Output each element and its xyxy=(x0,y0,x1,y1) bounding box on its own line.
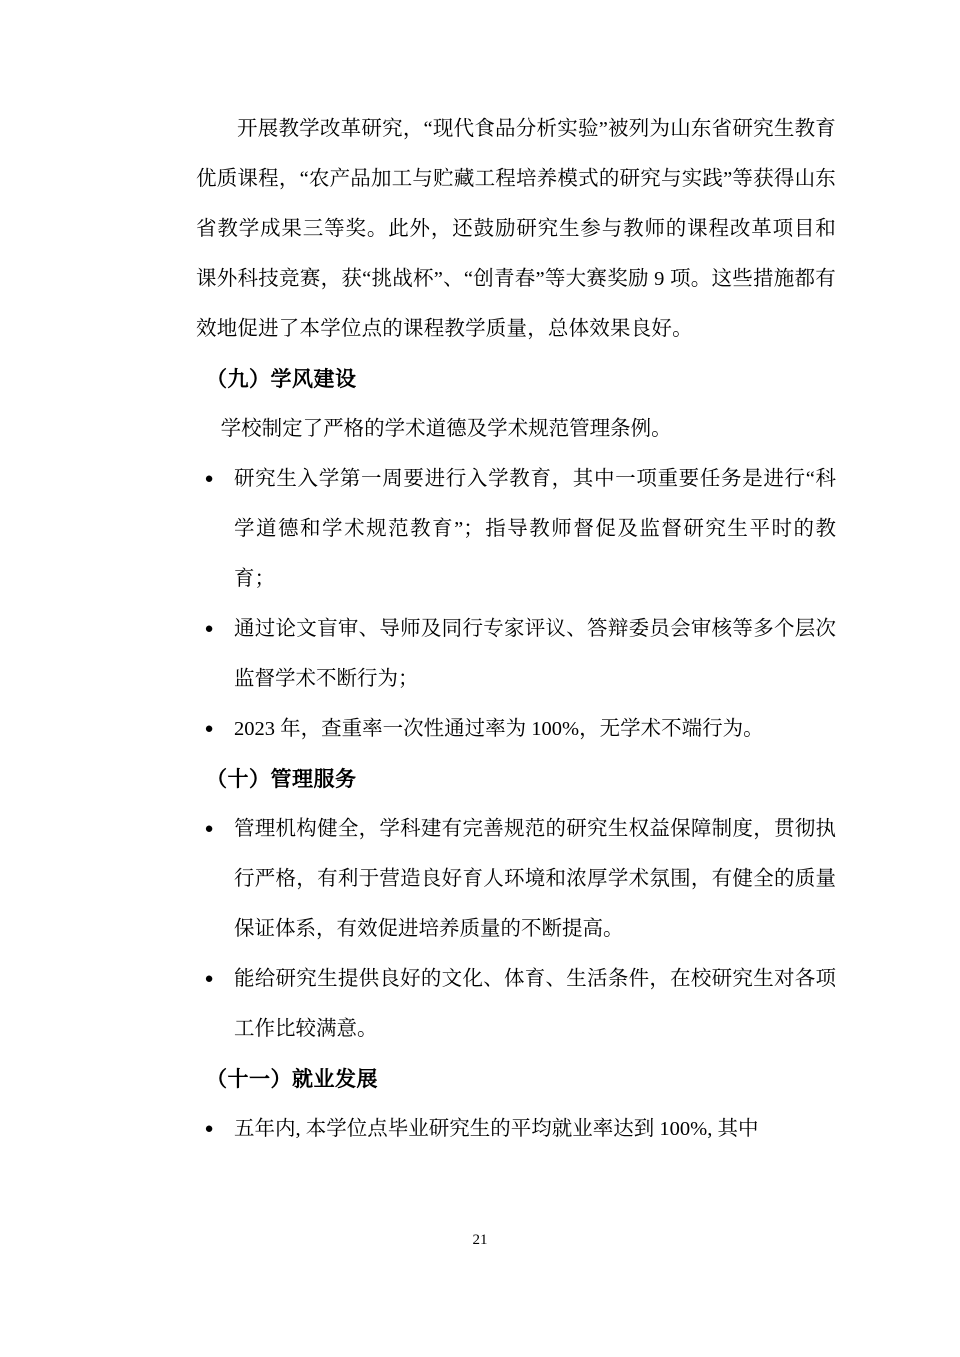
list-item xyxy=(196,804,836,954)
bullet-dot-icon: ● xyxy=(204,971,214,987)
heading-section-nine: （九）学风建设 xyxy=(206,367,357,391)
list-item xyxy=(196,1104,836,1154)
bullet-dot-icon: ● xyxy=(204,1121,214,1137)
page-content xyxy=(196,104,836,1154)
list-item-text: 研究生入学第一周要进行入学教育，其中一项重要任务是进行“科学道德和学术规范教育”；指导教师督促及监督研究生平时的教育； xyxy=(234,468,836,590)
page-number: 21 xyxy=(472,1232,488,1248)
bullet-list-section-nine xyxy=(196,454,836,754)
list-item xyxy=(196,604,836,704)
paragraph-teaching-reform: 开展教学改革研究，“现代食品分析实验”被列为山东省研究生教育优质课程，“农产品加工与贮藏工程培养模式的研究与实践”等获得山东省教学成果三等奖。此外，还鼓励研究生参与教师的课程改革项目和课外科技竞赛，获“挑战杯”、“创青春”等大赛奖励 9 项。这些措施都有效地促进了本学位点的课程教学质量，总体效果良好。 xyxy=(196,118,836,340)
list-item xyxy=(196,954,836,1054)
bullet-dot-icon: ● xyxy=(204,621,214,637)
list-item-text: 能给研究生提供良好的文化、体育、生活条件，在校研究生对各项工作比较满意。 xyxy=(234,968,836,1040)
heading-section-ten: （十）管理服务 xyxy=(206,767,357,791)
list-item-text: 五年内, 本学位点毕业研究生的平均就业率达到 100%, 其中 xyxy=(234,1118,759,1140)
bullet-dot-icon: ● xyxy=(204,471,214,487)
bullet-dot-icon: ● xyxy=(204,721,214,737)
list-item xyxy=(196,454,836,604)
bullet-list-section-eleven xyxy=(196,1104,836,1154)
list-item-text: 通过论文盲审、导师及同行专家评议、答辩委员会审核等多个层次监督学术不断行为； xyxy=(234,618,836,690)
bullet-list-section-ten xyxy=(196,804,836,1054)
list-item xyxy=(196,704,836,754)
list-item-text: 管理机构健全，学科建有完善规范的研究生权益保障制度，贯彻执行严格，有利于营造良好育人环境和浓厚学术氛围，有健全的质量保证体系，有效促进培养质量的不断提高。 xyxy=(234,818,836,940)
heading-section-eleven: （十一）就业发展 xyxy=(206,1067,378,1091)
paragraph-academic-ethics: 学校制定了严格的学术道德及学术规范管理条例。 xyxy=(220,418,672,440)
list-item-text: 2023 年，查重率一次性通过率为 100%，无学术不端行为。 xyxy=(234,718,764,740)
bullet-dot-icon: ● xyxy=(204,821,214,837)
